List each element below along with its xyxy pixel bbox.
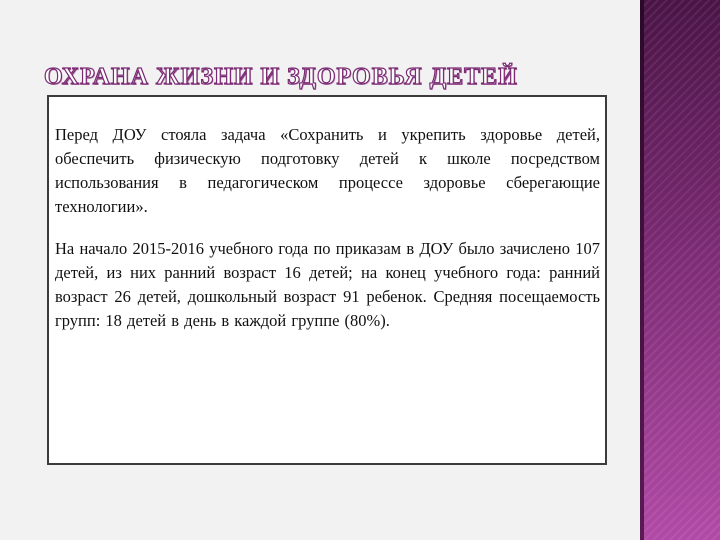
paragraph-enrollment-stats: На начало 2015-2016 учебного года по приказам в ДОУ было зачислено 107 детей, из них ранний возраст 16 детей; на конец учебного года: ранний возраст 26 детей, дошкольный возраст 91 ребенок. Средняя посещаемость групп: 18 детей в день в каждой группе (80%). — [55, 239, 600, 330]
paragraph-task: Перед ДОУ стояла задача «Сохранить и укрепить здоровье детей, обеспечить физическую подготовку детей к школе посредством использования в педагогическом процессе здоровье сберегающие технологии». — [55, 125, 600, 216]
content-body — [55, 123, 600, 333]
side-band-edge — [640, 0, 644, 540]
decorative-side-band — [640, 0, 720, 540]
content-text-box — [47, 95, 607, 465]
slide-title: ОХРАНА ЖИЗНИ И ЗДОРОВЬЯ ДЕТЕЙ — [44, 64, 518, 90]
